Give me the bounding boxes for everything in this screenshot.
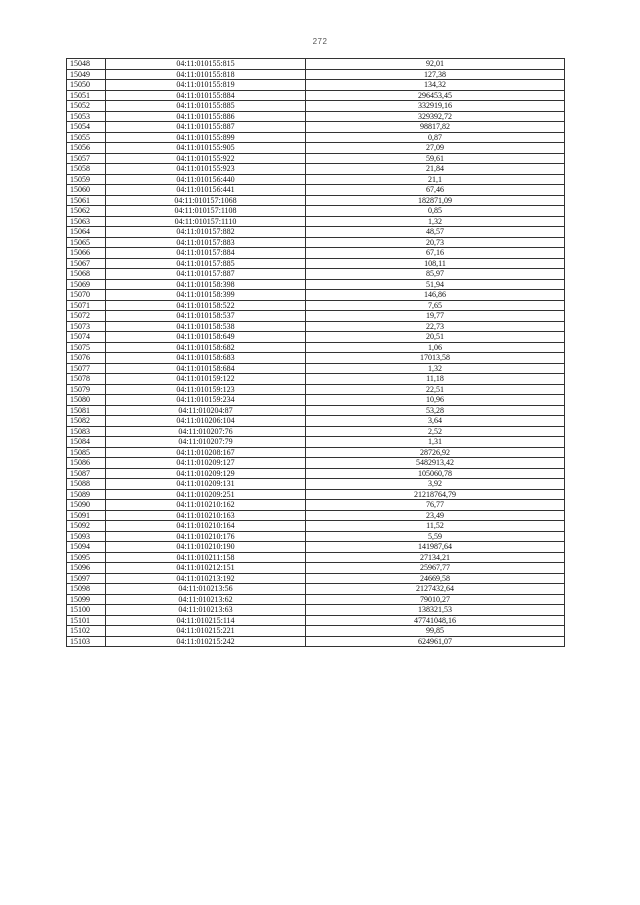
table-row (67, 332, 565, 343)
cadastral-value-cell: 11,52 (306, 521, 565, 532)
cadastral-number-cell: 04:11:010206:104 (106, 416, 306, 427)
table-row (67, 206, 565, 217)
cadastral-value-cell: 141987,64 (306, 542, 565, 553)
table-row (67, 216, 565, 227)
table-row (67, 615, 565, 626)
cadastral-number-cell: 04:11:010159:122 (106, 374, 306, 385)
cadastral-value-cell: 22,73 (306, 321, 565, 332)
cadastral-value-cell: 22,51 (306, 384, 565, 395)
row-number-cell: 15102 (67, 626, 106, 637)
row-number-cell: 15100 (67, 605, 106, 616)
cadastral-value-cell: 134,32 (306, 80, 565, 91)
table-row (67, 447, 565, 458)
cadastral-number-cell: 04:11:010213:62 (106, 594, 306, 605)
row-number-cell: 15081 (67, 405, 106, 416)
cadastral-value-cell: 23,49 (306, 510, 565, 521)
cadastral-value-cell: 3,92 (306, 479, 565, 490)
row-number-cell: 15096 (67, 563, 106, 574)
row-number-cell: 15067 (67, 258, 106, 269)
cadastral-value-cell: 19,77 (306, 311, 565, 322)
row-number-cell: 15054 (67, 122, 106, 133)
cadastral-value-cell: 624961,07 (306, 636, 565, 647)
cadastral-value-cell: 138321,53 (306, 605, 565, 616)
cadastral-number-cell: 04:11:010157:885 (106, 258, 306, 269)
cadastral-number-cell: 04:11:010210:176 (106, 531, 306, 542)
row-number-cell: 15059 (67, 174, 106, 185)
table-row (67, 237, 565, 248)
cadastral-number-cell: 04:11:010156:440 (106, 174, 306, 185)
row-number-cell: 15050 (67, 80, 106, 91)
row-number-cell: 15078 (67, 374, 106, 385)
row-number-cell: 15056 (67, 143, 106, 154)
cadastral-number-cell: 04:11:010157:887 (106, 269, 306, 280)
cadastral-number-cell: 04:11:010215:242 (106, 636, 306, 647)
cadastral-number-cell: 04:11:010155:887 (106, 122, 306, 133)
cadastral-number-cell: 04:11:010209:129 (106, 468, 306, 479)
cadastral-value-cell: 2,52 (306, 426, 565, 437)
row-number-cell: 15077 (67, 363, 106, 374)
cadastral-number-cell: 04:11:010159:234 (106, 395, 306, 406)
cadastral-value-cell: 79010,27 (306, 594, 565, 605)
cadastral-value-cell: 27,09 (306, 143, 565, 154)
table-row (67, 90, 565, 101)
row-number-cell: 15089 (67, 489, 106, 500)
row-number-cell: 15091 (67, 510, 106, 521)
cadastral-value-cell: 92,01 (306, 59, 565, 70)
cadastral-number-cell: 04:11:010158:538 (106, 321, 306, 332)
cadastral-number-cell: 04:11:010210:162 (106, 500, 306, 511)
row-number-cell: 15073 (67, 321, 106, 332)
row-number-cell: 15066 (67, 248, 106, 259)
cadastral-value-cell: 7,65 (306, 300, 565, 311)
table-row (67, 489, 565, 500)
cadastral-value-cell: 53,28 (306, 405, 565, 416)
row-number-cell: 15076 (67, 353, 106, 364)
row-number-cell: 15064 (67, 227, 106, 238)
table-row (67, 405, 565, 416)
cadastral-number-cell: 04:11:010213:56 (106, 584, 306, 595)
table-row (67, 195, 565, 206)
cadastral-value-cell: 146,86 (306, 290, 565, 301)
cadastral-number-cell: 04:11:010155:885 (106, 101, 306, 112)
table-row (67, 395, 565, 406)
cadastral-number-cell: 04:11:010209:127 (106, 458, 306, 469)
table-row (67, 426, 565, 437)
cadastral-number-cell: 04:11:010204:87 (106, 405, 306, 416)
table-row (67, 143, 565, 154)
row-number-cell: 15079 (67, 384, 106, 395)
cadastral-number-cell: 04:11:010155:815 (106, 59, 306, 70)
cadastral-number-cell: 04:11:010155:886 (106, 111, 306, 122)
cadastral-value-cell: 127,38 (306, 69, 565, 80)
cadastral-number-cell: 04:11:010215:221 (106, 626, 306, 637)
table-row (67, 111, 565, 122)
row-number-cell: 15055 (67, 132, 106, 143)
row-number-cell: 15082 (67, 416, 106, 427)
cadastral-number-cell: 04:11:010155:818 (106, 69, 306, 80)
row-number-cell: 15080 (67, 395, 106, 406)
table-row (67, 300, 565, 311)
cadastral-value-table (66, 58, 565, 647)
cadastral-number-cell: 04:11:010157:883 (106, 237, 306, 248)
cadastral-number-cell: 04:11:010159:123 (106, 384, 306, 395)
row-number-cell: 15074 (67, 332, 106, 343)
table-row (67, 132, 565, 143)
cadastral-value-cell: 59,61 (306, 153, 565, 164)
table-row (67, 174, 565, 185)
row-number-cell: 15097 (67, 573, 106, 584)
cadastral-value-cell: 98817,82 (306, 122, 565, 133)
cadastral-value-cell: 85,97 (306, 269, 565, 280)
row-number-cell: 15053 (67, 111, 106, 122)
row-number-cell: 15049 (67, 69, 106, 80)
table-row (67, 258, 565, 269)
row-number-cell: 15070 (67, 290, 106, 301)
cadastral-value-cell: 76,77 (306, 500, 565, 511)
cadastral-value-cell: 20,73 (306, 237, 565, 248)
table-row (67, 384, 565, 395)
cadastral-value-cell: 1,32 (306, 363, 565, 374)
row-number-cell: 15083 (67, 426, 106, 437)
row-number-cell: 15075 (67, 342, 106, 353)
table-row (67, 269, 565, 280)
row-number-cell: 15071 (67, 300, 106, 311)
cadastral-number-cell: 04:11:010157:1110 (106, 216, 306, 227)
cadastral-value-cell: 21,84 (306, 164, 565, 175)
cadastral-number-cell: 04:11:010155:899 (106, 132, 306, 143)
cadastral-number-cell: 04:11:010155:905 (106, 143, 306, 154)
row-number-cell: 15093 (67, 531, 106, 542)
table-body (67, 59, 565, 647)
cadastral-value-cell: 332919,16 (306, 101, 565, 112)
cadastral-number-cell: 04:11:010158:683 (106, 353, 306, 364)
cadastral-number-cell: 04:11:010155:922 (106, 153, 306, 164)
row-number-cell: 15099 (67, 594, 106, 605)
row-number-cell: 15086 (67, 458, 106, 469)
table-row (67, 584, 565, 595)
cadastral-value-cell: 1,32 (306, 216, 565, 227)
cadastral-number-cell: 04:11:010158:649 (106, 332, 306, 343)
cadastral-value-cell: 108,11 (306, 258, 565, 269)
row-number-cell: 15069 (67, 279, 106, 290)
cadastral-number-cell: 04:11:010158:398 (106, 279, 306, 290)
cadastral-number-cell: 04:11:010157:1108 (106, 206, 306, 217)
row-number-cell: 15068 (67, 269, 106, 280)
cadastral-number-cell: 04:11:010158:682 (106, 342, 306, 353)
table-row (67, 363, 565, 374)
cadastral-number-cell: 04:11:010209:131 (106, 479, 306, 490)
row-number-cell: 15072 (67, 311, 106, 322)
cadastral-value-cell: 1,31 (306, 437, 565, 448)
cadastral-value-cell: 329392,72 (306, 111, 565, 122)
row-number-cell: 15087 (67, 468, 106, 479)
table-row (67, 153, 565, 164)
table-row (67, 342, 565, 353)
row-number-cell: 15092 (67, 521, 106, 532)
table-row (67, 605, 565, 616)
table-row (67, 279, 565, 290)
table-row (67, 353, 565, 364)
cadastral-value-cell: 51,94 (306, 279, 565, 290)
cadastral-number-cell: 04:11:010211:158 (106, 552, 306, 563)
row-number-cell: 15095 (67, 552, 106, 563)
table-row (67, 521, 565, 532)
cadastral-number-cell: 04:11:010158:399 (106, 290, 306, 301)
cadastral-value-cell: 0,85 (306, 206, 565, 217)
cadastral-number-cell: 04:11:010157:882 (106, 227, 306, 238)
cadastral-number-cell: 04:11:010210:163 (106, 510, 306, 521)
cadastral-value-cell: 48,57 (306, 227, 565, 238)
cadastral-value-cell: 21218764,79 (306, 489, 565, 500)
table-row (67, 185, 565, 196)
row-number-cell: 15048 (67, 59, 106, 70)
cadastral-value-cell: 20,51 (306, 332, 565, 343)
cadastral-value-cell: 99,85 (306, 626, 565, 637)
row-number-cell: 15060 (67, 185, 106, 196)
cadastral-value-cell: 24669,58 (306, 573, 565, 584)
cadastral-number-cell: 04:11:010213:63 (106, 605, 306, 616)
cadastral-value-cell: 47741048,16 (306, 615, 565, 626)
cadastral-value-cell: 1,06 (306, 342, 565, 353)
row-number-cell: 15051 (67, 90, 106, 101)
row-number-cell: 15057 (67, 153, 106, 164)
row-number-cell: 15062 (67, 206, 106, 217)
cadastral-value-cell: 28726,92 (306, 447, 565, 458)
cadastral-number-cell: 04:11:010155:819 (106, 80, 306, 91)
row-number-cell: 15085 (67, 447, 106, 458)
table-row (67, 552, 565, 563)
table-row (67, 122, 565, 133)
cadastral-value-cell: 5,59 (306, 531, 565, 542)
cadastral-value-cell: 182871,09 (306, 195, 565, 206)
cadastral-value-cell: 0,87 (306, 132, 565, 143)
table-row (67, 69, 565, 80)
table-row (67, 479, 565, 490)
cadastral-number-cell: 04:11:010213:192 (106, 573, 306, 584)
table-row (67, 248, 565, 259)
table-row (67, 437, 565, 448)
cadastral-value-cell: 27134,21 (306, 552, 565, 563)
table-row (67, 542, 565, 553)
table-row (67, 510, 565, 521)
cadastral-number-cell: 04:11:010215:114 (106, 615, 306, 626)
cadastral-number-cell: 04:11:010157:884 (106, 248, 306, 259)
table-row (67, 290, 565, 301)
cadastral-number-cell: 04:11:010155:923 (106, 164, 306, 175)
cadastral-value-cell: 11,18 (306, 374, 565, 385)
cadastral-number-cell: 04:11:010207:76 (106, 426, 306, 437)
table-row (67, 636, 565, 647)
row-number-cell: 15058 (67, 164, 106, 175)
table-row (67, 321, 565, 332)
page-number: 272 (312, 37, 328, 46)
cadastral-number-cell: 04:11:010210:190 (106, 542, 306, 553)
cadastral-value-cell: 17013,58 (306, 353, 565, 364)
row-number-cell: 15061 (67, 195, 106, 206)
cadastral-number-cell: 04:11:010209:251 (106, 489, 306, 500)
table-row (67, 500, 565, 511)
table-row (67, 80, 565, 91)
cadastral-value-cell: 5482913,42 (306, 458, 565, 469)
row-number-cell: 15101 (67, 615, 106, 626)
row-number-cell: 15088 (67, 479, 106, 490)
table-row (67, 468, 565, 479)
table-row (67, 563, 565, 574)
cadastral-value-cell: 2127432,64 (306, 584, 565, 595)
cadastral-value-cell: 67,46 (306, 185, 565, 196)
table-row (67, 458, 565, 469)
table-row (67, 227, 565, 238)
row-number-cell: 15090 (67, 500, 106, 511)
cadastral-number-cell: 04:11:010156:441 (106, 185, 306, 196)
cadastral-value-cell: 21,1 (306, 174, 565, 185)
cadastral-value-cell: 296453,45 (306, 90, 565, 101)
cadastral-number-cell: 04:11:010158:684 (106, 363, 306, 374)
table-row (67, 101, 565, 112)
table-row (67, 626, 565, 637)
cadastral-value-cell: 3,64 (306, 416, 565, 427)
cadastral-value-cell: 10,96 (306, 395, 565, 406)
table-row (67, 311, 565, 322)
table-row (67, 164, 565, 175)
table-row (67, 573, 565, 584)
table-row (67, 374, 565, 385)
cadastral-number-cell: 04:11:010155:884 (106, 90, 306, 101)
row-number-cell: 15065 (67, 237, 106, 248)
cadastral-number-cell: 04:11:010212:151 (106, 563, 306, 574)
table-row (67, 594, 565, 605)
row-number-cell: 15098 (67, 584, 106, 595)
table-row (67, 531, 565, 542)
table-row (67, 59, 565, 70)
cadastral-value-cell: 25967,77 (306, 563, 565, 574)
cadastral-number-cell: 04:11:010210:164 (106, 521, 306, 532)
row-number-cell: 15103 (67, 636, 106, 647)
cadastral-number-cell: 04:11:010158:537 (106, 311, 306, 322)
cadastral-value-cell: 105060,78 (306, 468, 565, 479)
cadastral-value-cell: 67,16 (306, 248, 565, 259)
row-number-cell: 15063 (67, 216, 106, 227)
row-number-cell: 15094 (67, 542, 106, 553)
cadastral-number-cell: 04:11:010157:1068 (106, 195, 306, 206)
row-number-cell: 15084 (67, 437, 106, 448)
cadastral-number-cell: 04:11:010208:167 (106, 447, 306, 458)
row-number-cell: 15052 (67, 101, 106, 112)
cadastral-number-cell: 04:11:010207:79 (106, 437, 306, 448)
table-row (67, 416, 565, 427)
cadastral-number-cell: 04:11:010158:522 (106, 300, 306, 311)
